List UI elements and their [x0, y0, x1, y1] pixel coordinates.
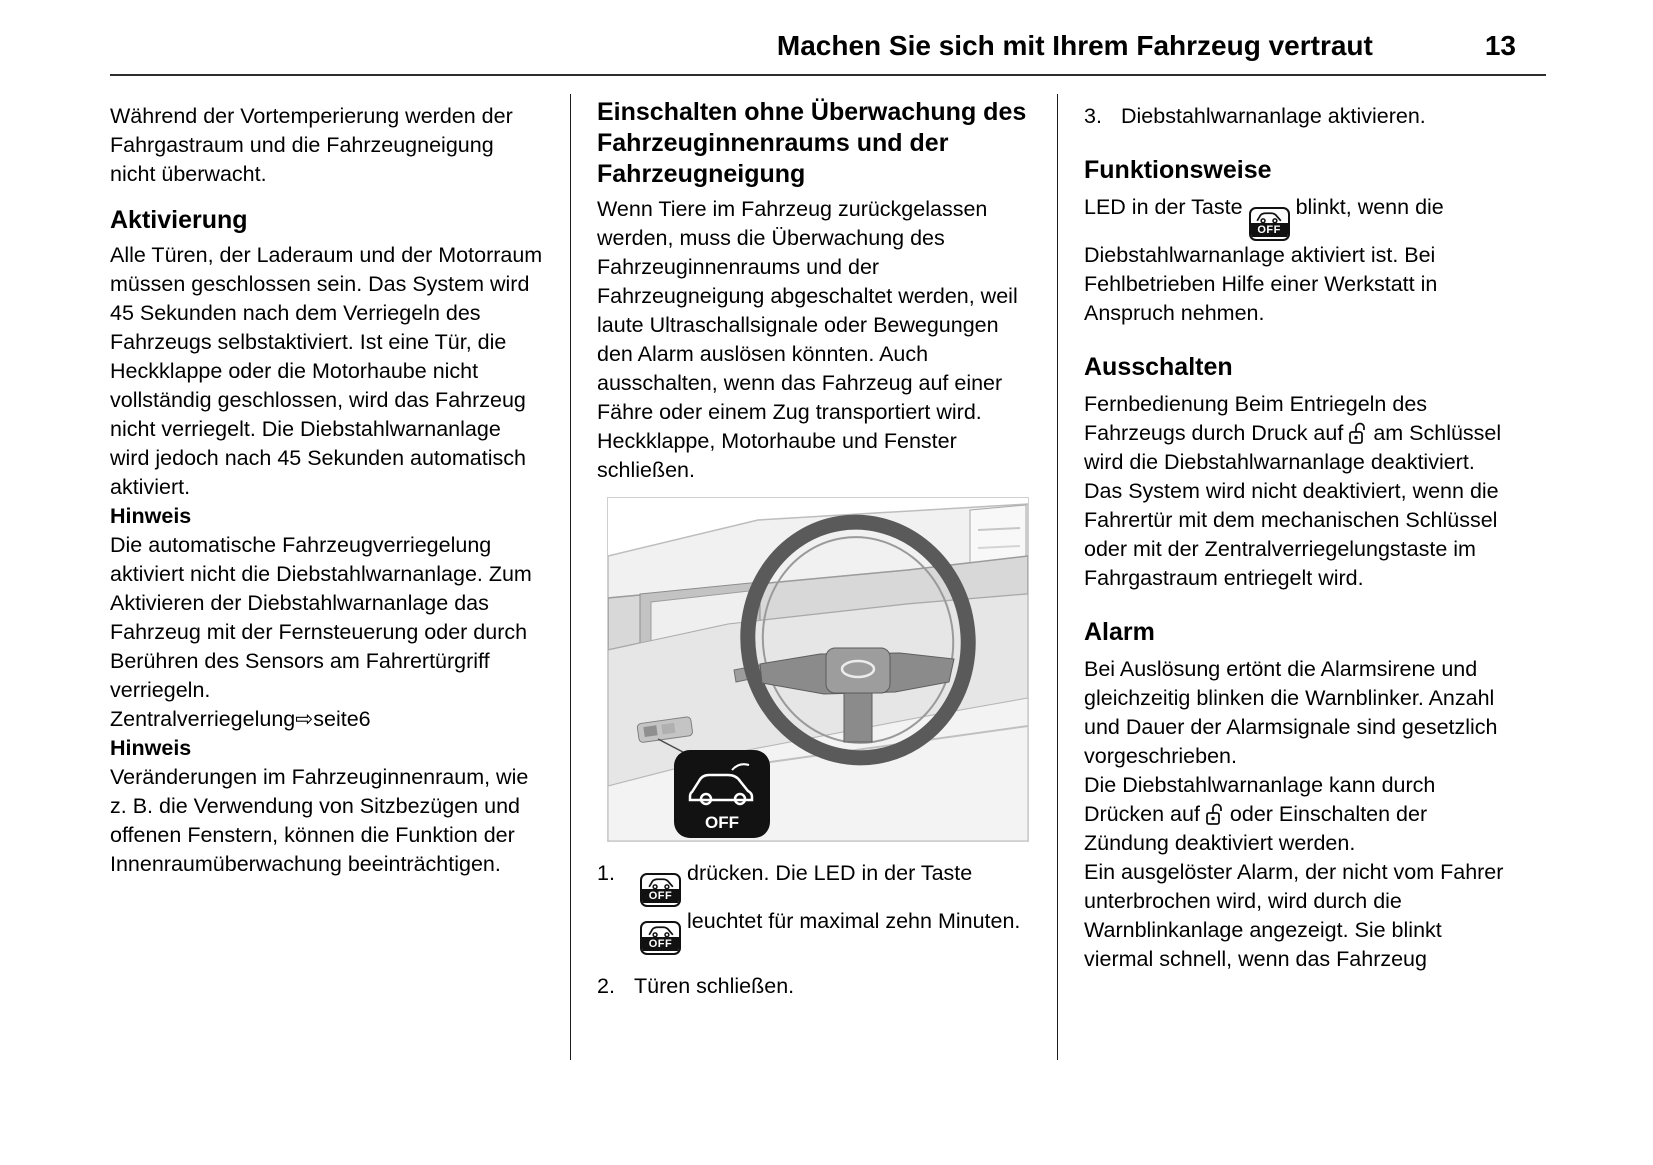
cross-reference-page[interactable]: seite6: [313, 707, 371, 731]
list-number: 2.: [597, 974, 615, 998]
paragraph-aktivierung: Alle Türen, der Laderaum und der Motorraum müssen geschlossen sein. Das System wird 45 Sekunden nach dem Verriegeln des Fahrzeugs selbstaktiviert. Ist eine Tür, die Heckklappe oder die Motorhaube nicht vollständig geschlossen, wird das Fahrzeug nicht verriegelt. Die Diebstahlwarnanlage wird jedoch nach 45 Sekunden automatisch aktiviert.: [110, 243, 543, 499]
text-segment: Die Diebstahlwarnanlage kann durch Drücken auf: [1084, 773, 1436, 826]
note-label: Hinweis: [110, 504, 192, 528]
alarm-off-button-icon: [640, 921, 681, 955]
section-heading-ausschalten: Ausschalten: [1084, 353, 1233, 381]
section-heading-aktivierung: Aktivierung: [110, 206, 248, 234]
paragraph-ausschalten: [1084, 390, 1516, 593]
page-title: Machen Sie sich mit Ihrem Fahrzeug vertraut: [776, 30, 1373, 61]
text-segment: am Schlüssel wird die Diebstahlwarnanlage deaktiviert. Das System wird nicht deaktiviert, wenn die Fahrertür mit dem mechanischen Schlüssel oder mit der Zentralverriegelungstaste im Fahrgastraum entriegelt wird.: [1084, 421, 1502, 590]
paragraph-alarm-3: Ein ausgelöster Alarm, der nicht vom Fahrer unterbrochen wird, wird durch die Warnblinkanlage angezeigt. Sie blinkt viermal schnell, wenn das Fahrzeug: [1084, 860, 1504, 971]
cross-reference-link[interactable]: Zentralverriegelung: [110, 707, 296, 731]
paragraph-close: Heckklappe, Motorhaube und Fenster schließen.: [597, 429, 957, 482]
cross-reference-line: [110, 705, 544, 734]
unlock-icon: [1205, 801, 1225, 827]
paragraph-note-2: Veränderungen im Fahrzeuginnenraum, wie z. B. die Verwendung von Sitzbezügen und offenen Fenstern, können die Funktion der Innenraumüberwachung beeinträchtigen.: [110, 765, 529, 876]
column-left: [110, 94, 544, 1060]
list-number: 1.: [597, 861, 615, 885]
cross-reference-arrow-icon: ⇨: [295, 707, 314, 731]
columns: [110, 94, 1516, 1060]
paragraph-alarm-2: [1084, 771, 1516, 858]
column-divider: [1057, 94, 1058, 1060]
off-icon-label: OFF: [642, 889, 679, 903]
step-text: Diebstahlwarnanlage aktivieren.: [1121, 104, 1426, 128]
list-item: [1084, 102, 1516, 131]
list-number: 3.: [1084, 104, 1102, 128]
column-middle: [597, 94, 1031, 1060]
unlock-icon: [1348, 420, 1368, 446]
alarm-off-button-icon: [1249, 207, 1290, 241]
column-divider: [570, 94, 571, 1060]
section-heading-funktionsweise: Funktionsweise: [1084, 156, 1272, 184]
paragraph-funktionsweise: [1084, 193, 1516, 328]
list-item: [597, 859, 1031, 955]
paragraph-pretempering: Während der Vortemperierung werden der Fahrgastraum und die Fahrzeugneigung nicht überwacht.: [110, 104, 513, 186]
dashboard-illustration: [608, 498, 1028, 841]
paragraph-animals: Wenn Tiere im Fahrzeug zurückgelassen werden, muss die Überwachung des Fahrzeuginnenraums und der Fahrzeugneigung abgeschaltet werden, weil laute Ultraschallsignale oder Bewegungen den Alarm auslösen könnten. Auch ausschalten, wenn das Fahrzeug auf einer Fähre oder einem Zug transportiert wird.: [597, 197, 1018, 424]
text-segment: blinkt, wenn die Diebstahlwarnanlage aktiviert ist. Bei Fehlbetrieben Hilfe einer Werkstatt in Anspruch nehmen.: [1084, 195, 1444, 325]
dashboard-illustration-figure: [607, 497, 1029, 842]
alarm-off-button-icon: [674, 750, 770, 838]
list-item: [597, 972, 1031, 1001]
paragraph-note-1: Die automatische Fahrzeugverriegelung aktiviert nicht die Diebstahlwarnanlage. Zum Aktivieren der Diebstahlwarnanlage das Fahrzeug mit der Fernsteuerung oder durch Berühren des Sensors am Fahrertürgriff verriegeln.: [110, 533, 532, 702]
off-icon-label: OFF: [642, 937, 679, 951]
figure-off-label: OFF: [705, 813, 739, 832]
page-header: [110, 0, 1546, 76]
note-label: Hinweis: [110, 736, 192, 760]
page-number: 13: [1484, 30, 1516, 61]
text-segment: Fernbedienung Beim Entriegeln des Fahrzeugs durch Druck auf: [1084, 392, 1428, 445]
section-heading-einschalten: Einschalten ohne Überwachung des Fahrzeuginnenraums und der Fahrzeugneigung: [597, 98, 1027, 188]
text-segment: LED in der Taste: [1084, 195, 1243, 219]
text-segment: oder Einschalten der Zündung deaktiviert werden.: [1084, 802, 1428, 855]
alarm-off-button-icon: [640, 873, 681, 907]
column-right: [1084, 94, 1516, 1060]
off-icon-label: OFF: [1251, 223, 1288, 237]
paragraph-alarm-1: Bei Auslösung ertönt die Alarmsirene und gleichzeitig blinken die Warnblinker. Anzahl und Dauer der Alarmsignale sind gesetzlich vorgeschrieben.: [1084, 657, 1498, 768]
list-item-body: [634, 859, 1031, 955]
step-text: Türen schließen.: [634, 974, 795, 998]
section-heading-alarm: Alarm: [1084, 618, 1155, 646]
step-text: leuchtet für maximal zehn Minuten.: [687, 909, 1021, 933]
step-text: drücken. Die LED in der Taste: [687, 861, 973, 885]
